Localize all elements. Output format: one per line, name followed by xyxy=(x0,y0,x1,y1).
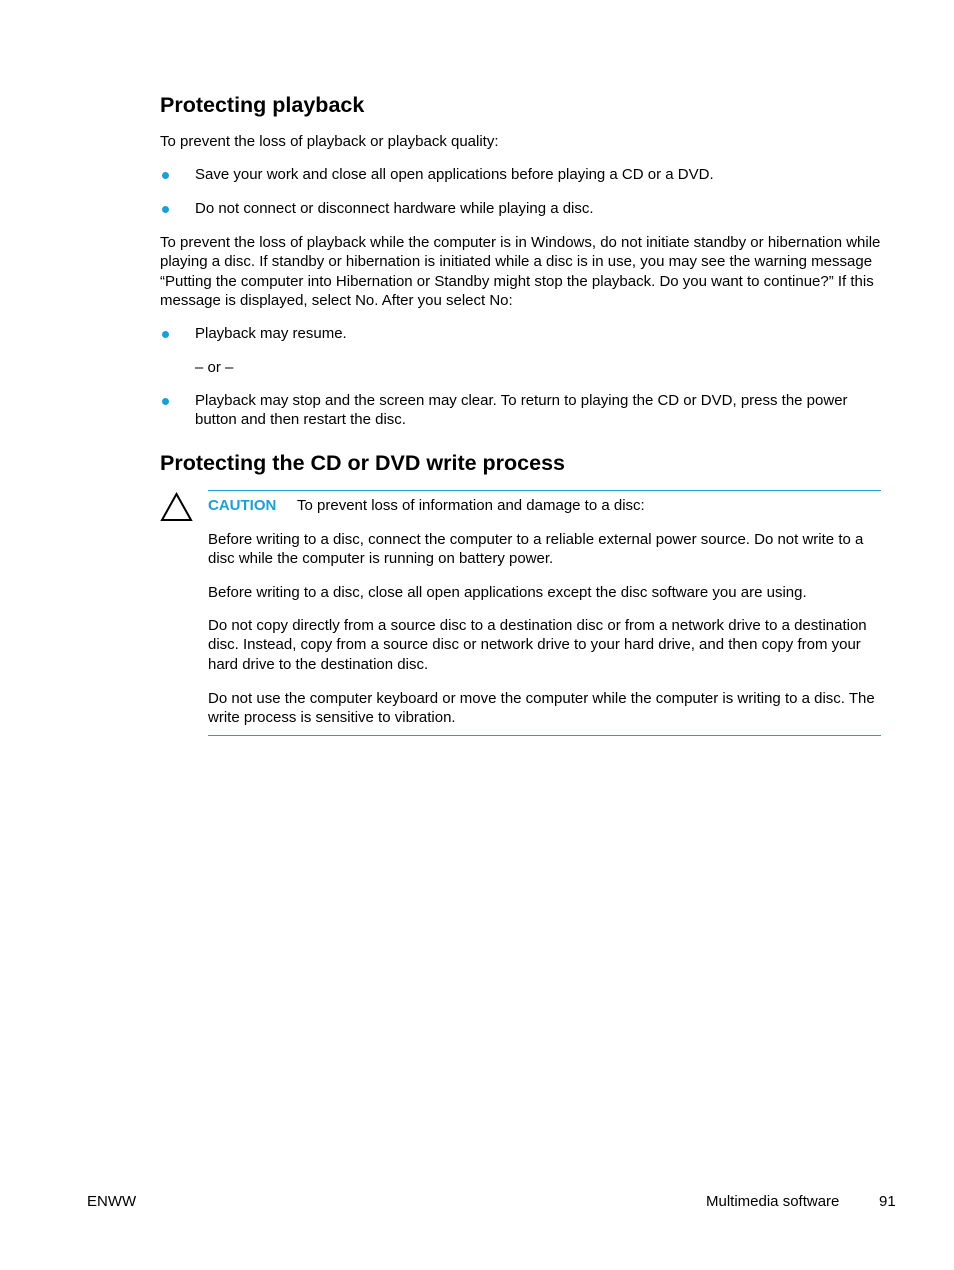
list-item: Do not connect or disconnect hardware while playing a disc. xyxy=(195,200,594,217)
caution-label: CAUTION xyxy=(208,497,277,514)
caution-paragraph: Before writing to a disc, connect the computer to a reliable external power source. Do not write to a disc while the computer is running on battery power. xyxy=(208,531,864,568)
list-item: Playback may resume. xyxy=(195,325,347,342)
caution-bottom-rule xyxy=(208,735,881,736)
section-heading-write-process: Protecting the CD or DVD write process xyxy=(160,451,565,475)
caution-top-rule xyxy=(208,490,881,491)
caution-paragraph: Do not use the computer keyboard or move the computer while the computer is writing to a disc. The write process is sensitive to vibration. xyxy=(208,690,875,727)
bullet-dot-icon xyxy=(162,331,169,338)
list-item: Save your work and close all open applications before playing a CD or a DVD. xyxy=(195,166,714,183)
warning-triangle-icon xyxy=(160,492,193,522)
list-item: Playback may stop and the screen may clear. To return to playing the CD or DVD, press the power button and then restart the disc. xyxy=(195,392,848,429)
intro-text: To prevent the loss of playback or playback quality: xyxy=(160,133,499,150)
caution-paragraph: Before writing to a disc, close all open applications except the disc software you are using. xyxy=(208,584,807,601)
caution-lead-text: To prevent loss of information and damage to a disc: xyxy=(297,497,645,514)
page-number: 91 xyxy=(879,1193,896,1210)
footer-left-label: ENWW xyxy=(87,1193,137,1210)
bullet-dot-icon xyxy=(162,206,169,213)
standby-warning-paragraph: To prevent the loss of playback while the computer is in Windows, do not initiate standby or hibernation while playing a disc. If standby or hibernation is initiated while a disc is in use, you may see the warning message “Putting the computer into Hibernation or Standby might stop the playback. Do you want to continue?” If this message is displayed, select No. After you select No: xyxy=(160,234,881,309)
or-separator: – or – xyxy=(195,359,234,376)
bullet-dot-icon xyxy=(162,172,169,179)
caution-paragraph: Do not copy directly from a source disc to a destination disc or from a network drive to a destination disc. Instead, copy from a source disc or network drive to your hard drive, and then copy from your hard drive to the destination disc. xyxy=(208,617,867,673)
footer-section-title: Multimedia software xyxy=(706,1193,840,1210)
section-heading-protecting-playback: Protecting playback xyxy=(160,93,365,117)
bullet-dot-icon xyxy=(162,398,169,405)
